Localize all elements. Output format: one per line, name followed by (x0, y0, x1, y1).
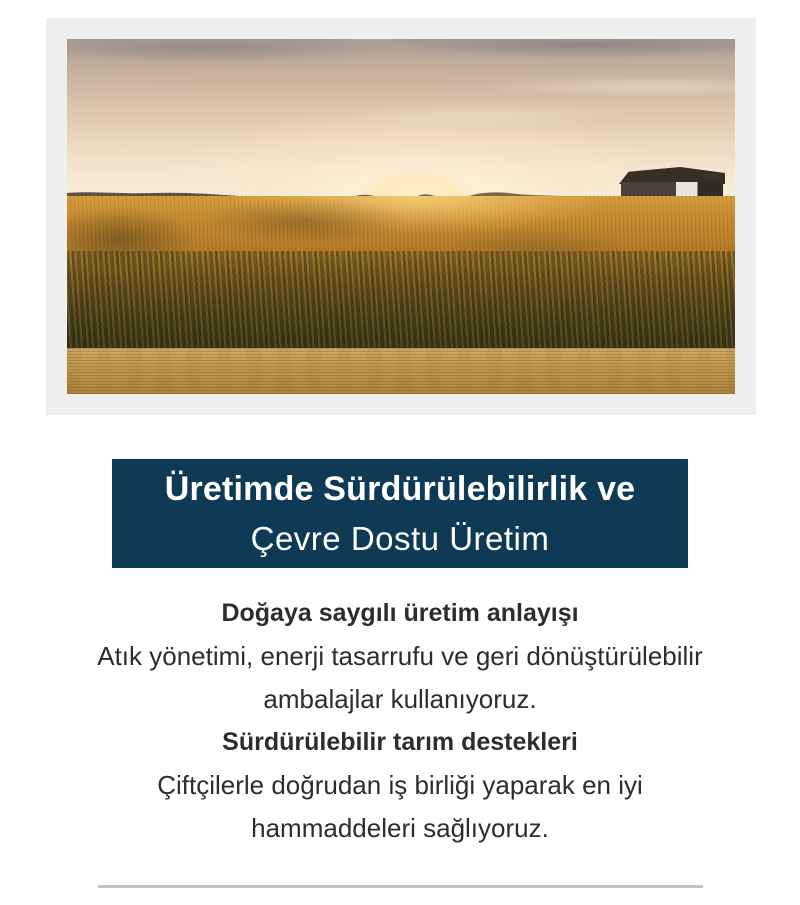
banner-title-line2: Çevre Dostu Üretim (250, 519, 550, 557)
section-title-banner (112, 459, 688, 568)
body-text-line: Atık yönetimi, enerji tasarrufu ve geri dönüştürülebilir (97, 641, 703, 671)
hero-card (46, 18, 756, 415)
body-text-block (0, 592, 800, 850)
section-divider (98, 885, 703, 888)
body-heading-1: Doğaya saygılı üretim anlayışı (221, 599, 579, 627)
body-text-line: Çiftçilerle doğrudan iş birliği yaparak en iyi (157, 770, 643, 800)
barn-building (619, 167, 725, 199)
body-text-line: hammaddeleri sağlıyoruz. (251, 813, 549, 843)
body-text-line: ambalajlar kullanıyoruz. (263, 684, 537, 714)
dirt-road (67, 348, 735, 394)
hero-image-wheat-field (67, 39, 735, 394)
banner-title-line1: Üretimde Sürdürülebilirlik ve (164, 469, 636, 508)
body-heading-2: Sürdürülebilir tarım destekleri (222, 728, 578, 756)
foreground-grass (67, 251, 735, 348)
